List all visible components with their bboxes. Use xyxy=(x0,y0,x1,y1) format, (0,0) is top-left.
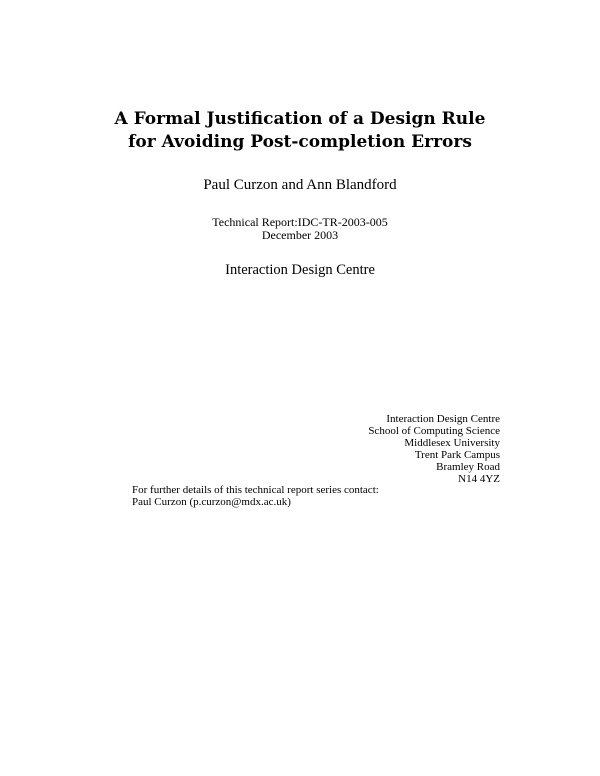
address-line: Interaction Design Centre xyxy=(386,413,500,425)
address-line: School of Computing Science xyxy=(368,425,500,437)
organization-name: Interaction Design Centre xyxy=(225,262,375,278)
report-info xyxy=(0,216,600,242)
report-date: December 2003 xyxy=(261,228,339,242)
address-line: Trent Park Campus xyxy=(414,449,500,461)
address-line: N14 4YZ xyxy=(458,473,500,485)
contact-person: Paul Curzon (p.curzon@mdx.ac.uk) xyxy=(132,496,291,508)
address-line: Bramley Road xyxy=(436,461,500,473)
postal-address xyxy=(368,413,500,485)
title-line-2: for Avoiding Post-completion Errors xyxy=(128,132,472,152)
contact-intro: For further details of this technical report series contact: xyxy=(132,484,379,496)
title-line-1: A Formal Justification of a Design Rule xyxy=(114,109,486,129)
address-line: Middlesex University xyxy=(404,437,500,449)
authors: Paul Curzon and Ann Blandford xyxy=(203,177,397,193)
report-title xyxy=(0,108,600,154)
report-number: Technical Report:IDC-TR-2003-005 xyxy=(212,215,388,229)
contact-info xyxy=(132,484,379,508)
